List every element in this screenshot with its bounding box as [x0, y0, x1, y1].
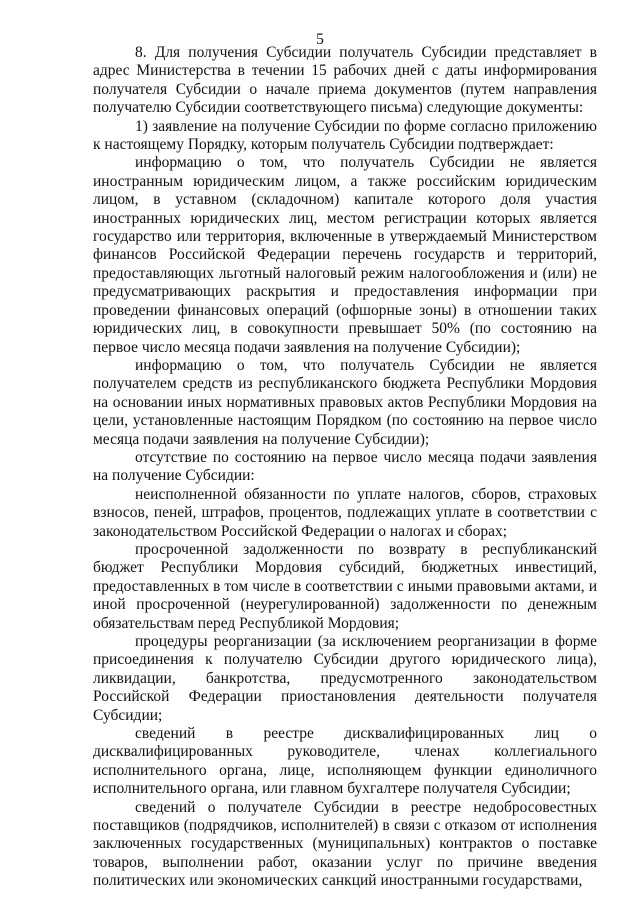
paragraph-disqualified-registry: сведений в реестре дисквалифицированных лиц о дисквалифицированных руководителе, членах коллегиального исполнительного органа, лице, исполняющем функции единоличного исполнительного органа, или главном бухгалтере получателя Субсидии; — [93, 725, 597, 798]
paragraph-overdue-debt: просроченной задолженности по возврату в республиканский бюджет Республики Мордовия субсидий, бюджетных инвестиций, предоставленных в том числе в соответствии с иными правовыми актами, и иной просроченной (неурегулированной) задолженности по денежным обязательствам перед Республикой Мордовия; — [93, 540, 597, 632]
paragraph-tax-obligation: неисполненной обязанности по уплате налогов, сборов, страховых взносов, пеней, штрафов, процентов, подлежащих уплате в соответствии с законодательством Российской Федерации о налогах и сборах; — [93, 485, 597, 540]
paragraph-absence-intro: отсутствие по состоянию на первое число месяца подачи заявления на получение Субсидии: — [93, 448, 597, 485]
paragraph-unreliable-suppliers: сведений о получателе Субсидии в реестре недобросовестных поставщиков (подрядчиков, исполнителей) в связи с отказом от исполнения заключенных государственных (муниципальных) контрактов о поставке товаров, выполнении работ, оказании услуг по причине введения политических или экономических санкций иностранными государствами, — [93, 798, 597, 890]
paragraph-item-8: 8. Для получения Субсидии получатель Субсидии представляет в адрес Министерства в течении 15 рабочих дней с даты информирования получателя Субсидии о начале приема документов (путем направления получателю Субсидии соответствующего письма) следующие документы: — [93, 44, 597, 117]
paragraph-budget-info: информацию о том, что получатель Субсидии не является получателем средств из республиканского бюджета Республики Мордовия на основании иных нормативных правовых актов Республики Мордовия на цели, установленные настоящим Порядком (по состоянию на первое число месяца подачи заявления на получение Субсидии); — [93, 356, 597, 448]
page-number: 5 — [316, 31, 324, 48]
document-body — [93, 44, 597, 891]
paragraph-reorganization: процедуры реорганизации (за исключением реорганизации в форме присоединения к получателю Субсидии другого юридического лица), ликвидации, банкротства, предусмотренного законодательством Российской Федерации приостановления деятельности получателя Субсидии; — [93, 633, 597, 724]
paragraph-application: 1) заявление на получение Субсидии по форме согласно приложению к настоящему Порядку, которым получатель Субсидии подтверждает: — [93, 117, 597, 154]
paragraph-offshore-info: информацию о том, что получатель Субсидии не является иностранным юридическим лицом, а также российским юридическим лицом, в уставном (складочном) капитале которого доля участия иностранных юридических лиц, местом регистрации которых является государство или территория, включенные в утверждаемый Министерством финансов Российской Федерации перечень государств и территорий, предоставляющих льготный налоговый режим налогообложения и (или) не предусматривающих раскрытия и предоставления информации при проведении финансовых операций (офшорные зоны) в отношении таких юридических лиц, в совокупности превышает 50% (по состоянию на первое число месяца подачи заявления на получение Субсидии); — [93, 154, 597, 356]
